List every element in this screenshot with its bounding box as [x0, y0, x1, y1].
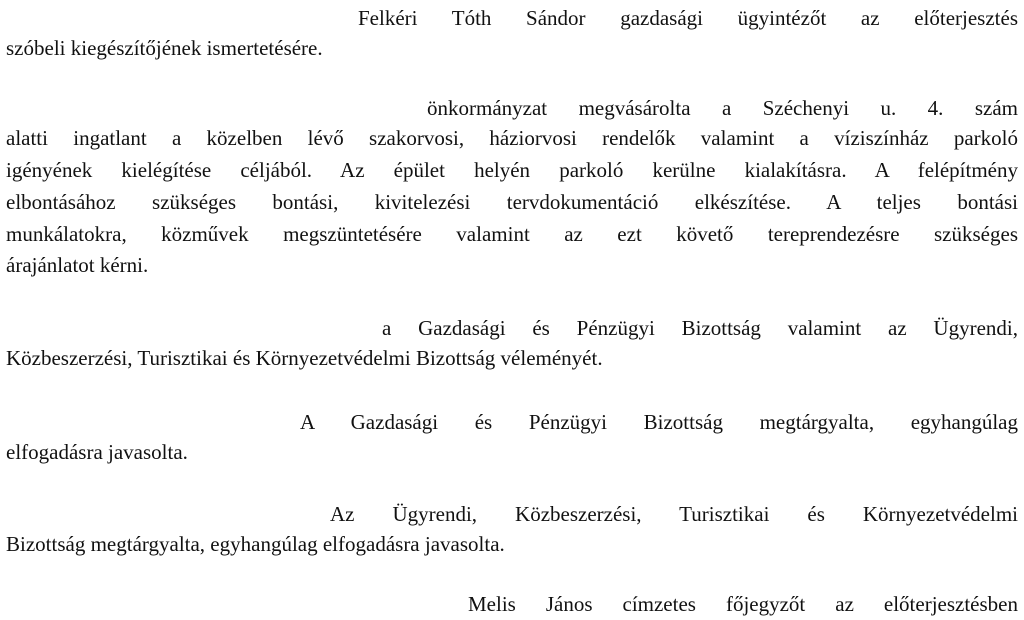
paragraph-2-line-6: árajánlatot kérni. [6, 253, 149, 277]
paragraph-4-line-1: A Gazdasági és Pénzügyi Bizottság megtárgyalta, egyhangúlag [300, 410, 1018, 434]
paragraph-5-line-2: Bizottság megtárgyalta, egyhangúlag elfogadásra javasolta. [6, 532, 505, 556]
paragraph-1-line-1: Felkéri Tóth Sándor gazdasági ügyintézőt az előterjesztés [358, 6, 1018, 30]
paragraph-2-line-4: elbontásához szükséges bontási, kivitelezési tervdokumentáció elkészítése. A teljes bontási [6, 190, 1018, 214]
paragraph-6-line-1: Melis János címzetes főjegyzőt az előterjesztésben [468, 592, 1018, 616]
paragraph-2-line-1-text: önkormányzat megvásárolta a Széchenyi u. 4. szám [427, 96, 1018, 120]
paragraph-1-line-2: szóbeli kiegészítőjének ismertetésére. [6, 36, 323, 60]
paragraph-2-line-5: munkálatokra, közművek megszüntetésére valamint az ezt követő tereprendezésre szükséges [6, 222, 1018, 246]
paragraph-2-line-2: alatti ingatlant a közelben lévő szakorvosi, háziorvosi rendelők valamint a víziszínház parkoló [6, 126, 1018, 150]
paragraph-4-line-2: elfogadásra javasolta. [6, 440, 188, 464]
paragraph-3-line-2: Közbeszerzési, Turisztikai és Környezetvédelmi Bizottság véleményét. [6, 346, 603, 370]
paragraph-2-line-3: igényének kielégítése céljából. Az épület helyén parkoló kerülne kialakításra. A felépítmény [6, 158, 1018, 182]
paragraph-3-line-1: a Gazdasági és Pénzügyi Bizottság valamint az Ügyrendi, [382, 316, 1018, 340]
paragraph-5-line-1: Az Ügyrendi, Közbeszerzési, Turisztikai és Környezetvédelmi [330, 502, 1018, 526]
